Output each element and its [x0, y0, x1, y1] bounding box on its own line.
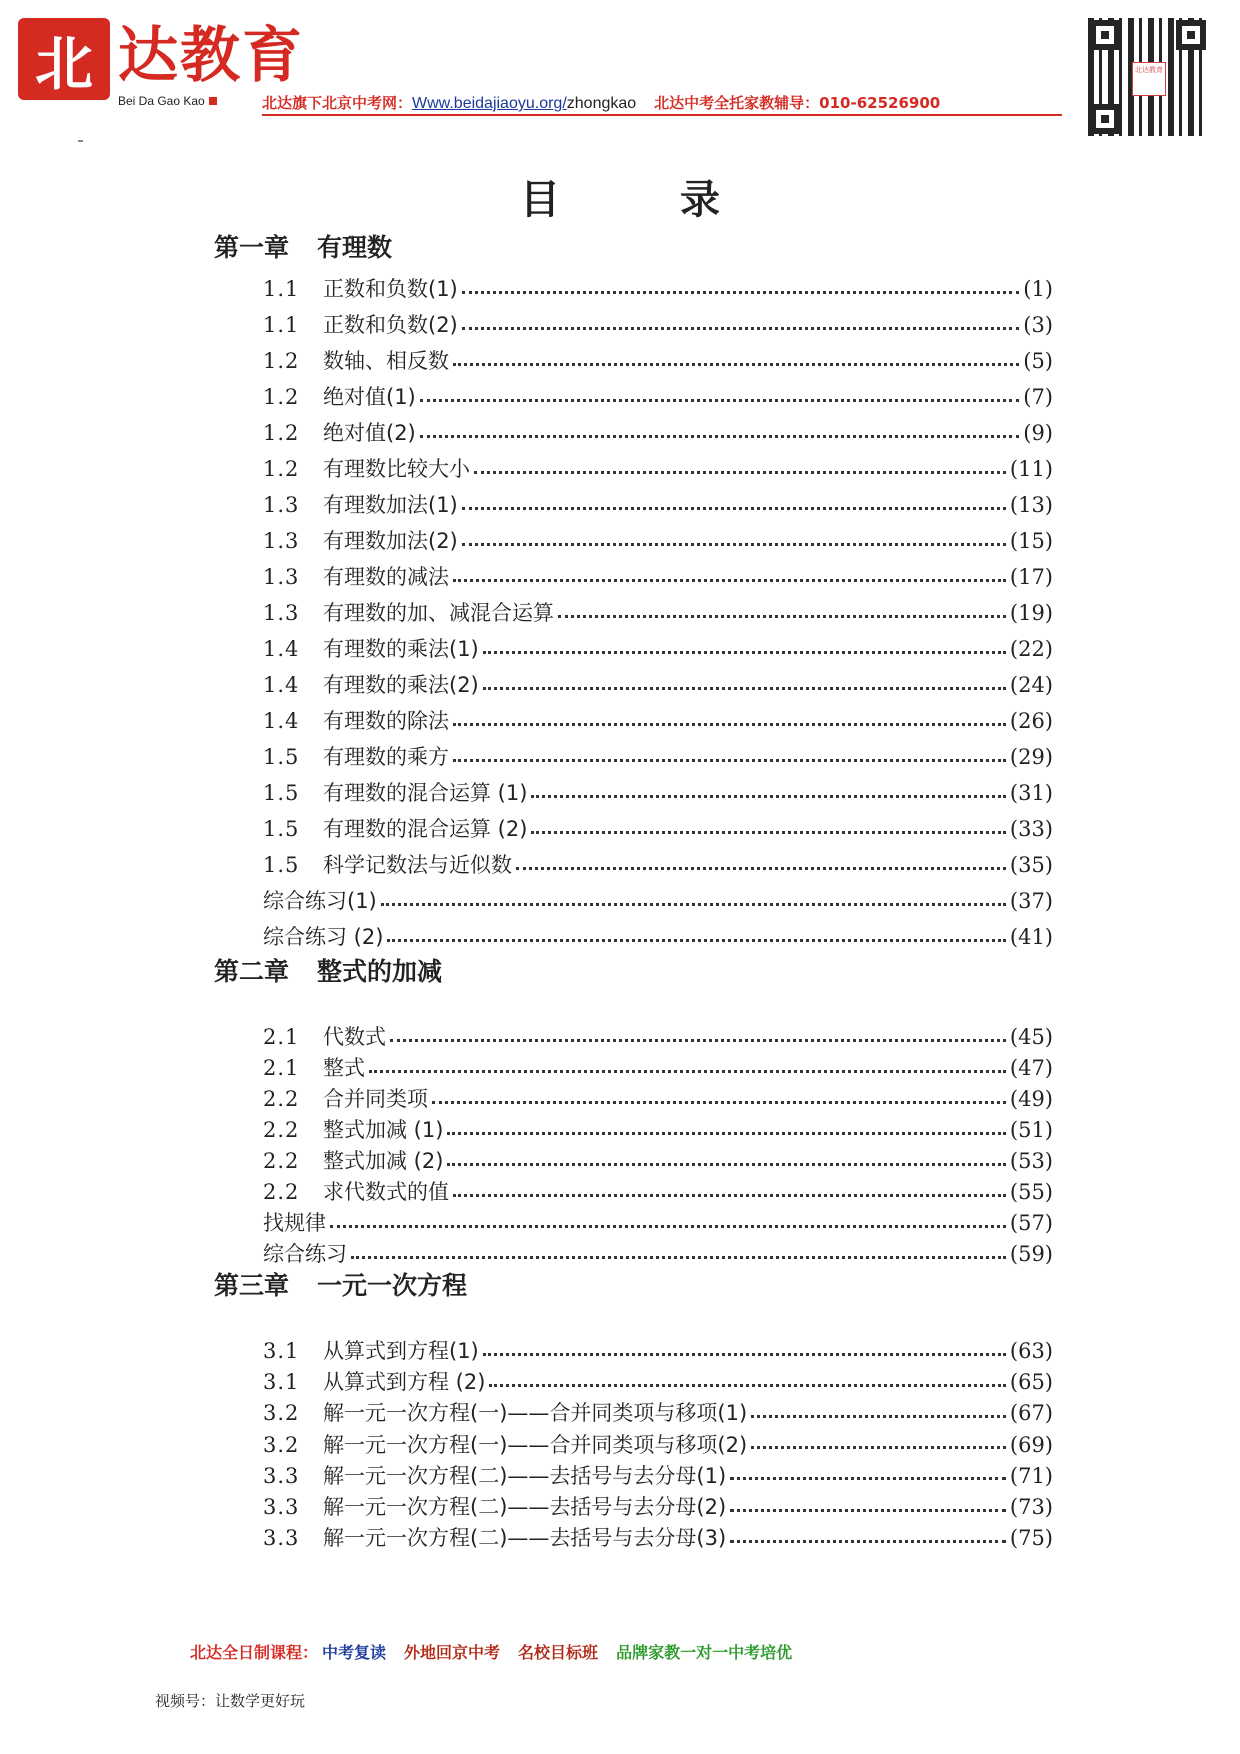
dot-leader [447, 1161, 1005, 1166]
page-number: (69) [1009, 1432, 1053, 1457]
section-title: 正数和负数(2) [323, 313, 458, 337]
dot-leader [351, 1254, 1006, 1259]
page-number: (75) [1009, 1526, 1053, 1551]
toc-entry[interactable] [263, 813, 1053, 843]
section-number: 3.1 [263, 1370, 300, 1395]
toc-entry[interactable] [263, 1522, 1053, 1552]
section-number: 1.2 [263, 421, 300, 445]
section-title: 解一元一次方程(二)——去括号与去分母(1) [323, 1463, 727, 1488]
dot-leader [462, 505, 1006, 510]
page-number: (35) [1009, 853, 1053, 877]
section-title: 代数式 [323, 1025, 386, 1049]
page-number: (29) [1009, 745, 1053, 769]
section-number: 1.3 [263, 529, 300, 553]
header-info [262, 92, 940, 113]
section-title: 综合练习(1) [263, 889, 377, 913]
section-title: 绝对值(2) [323, 421, 416, 445]
page-number: (67) [1009, 1401, 1053, 1426]
dot-leader [381, 901, 1006, 906]
dot-leader [489, 1382, 1005, 1387]
dot-leader [516, 865, 1006, 870]
section-number: 2.1 [263, 1056, 300, 1080]
logo-text: 达教育 [118, 21, 304, 91]
dot-leader [751, 1413, 1006, 1418]
page-number: (71) [1009, 1463, 1053, 1488]
dot-leader [432, 1099, 1006, 1104]
toc-entry[interactable] [263, 669, 1053, 699]
page-number: (49) [1009, 1087, 1053, 1111]
dot-leader [730, 1507, 1006, 1512]
section-title: 综合练习 (2) [263, 925, 384, 949]
toc-entry[interactable] [263, 885, 1053, 915]
section-title: 解一元一次方程(二)——去括号与去分母(3) [323, 1526, 727, 1551]
page-number: (73) [1009, 1495, 1053, 1519]
header-divider [262, 114, 1062, 116]
toc-entry[interactable] [263, 705, 1053, 735]
page-number: (57) [1009, 1211, 1053, 1235]
dot-leader [369, 1068, 1006, 1073]
section-title: 从算式到方程(1) [323, 1339, 479, 1363]
dot-leader [453, 721, 1006, 726]
dot-leader [453, 577, 1006, 582]
section-title: 整式加减 (1) [323, 1118, 444, 1142]
section-title: 找规律 [263, 1211, 326, 1235]
section-number: 1.4 [263, 709, 300, 733]
page-number: (15) [1009, 529, 1053, 553]
section-title: 有理数比较大小 [323, 457, 470, 481]
section-title: 整式加减 (2) [323, 1149, 444, 1173]
section-title: 有理数加法(2) [323, 529, 458, 553]
dot-leader [390, 1037, 1006, 1042]
dot-leader [531, 829, 1005, 834]
toc-entry[interactable] [263, 1460, 1053, 1490]
page-number: (53) [1009, 1149, 1053, 1173]
page-number: (11) [1009, 457, 1053, 481]
chapter-label: 第一章 [214, 233, 290, 262]
section-title: 解一元一次方程(一)——合并同类项与移项(1) [323, 1401, 748, 1426]
dot-leader [453, 757, 1006, 762]
section-title: 从算式到方程 (2) [323, 1370, 486, 1395]
chapter-heading [214, 952, 442, 988]
toc-entry[interactable] [263, 1052, 1053, 1082]
page-number: (17) [1009, 565, 1053, 589]
section-title: 求代数式的值 [323, 1180, 449, 1204]
page-number: (31) [1009, 781, 1053, 805]
section-number: 1.3 [263, 565, 300, 589]
dot-leader [730, 1538, 1006, 1543]
page-number: (22) [1009, 637, 1053, 661]
toc-entry[interactable] [263, 1083, 1053, 1113]
dot-leader [483, 685, 1006, 690]
logo-subtitle-text: Bei Da Gao Kao [118, 94, 205, 108]
site-link[interactable]: Www.beidajiaoyu.org/ [412, 95, 567, 112]
page-number: (41) [1009, 925, 1053, 949]
section-title: 有理数加法(1) [323, 493, 458, 517]
section-title: 合并同类项 [323, 1087, 428, 1111]
section-number: 1.5 [263, 745, 300, 769]
courses-label: 北达全日制课程： [190, 1643, 319, 1662]
section-number: 1.1 [263, 277, 300, 301]
dot-leader [558, 613, 1006, 618]
dot-leader [730, 1475, 1006, 1480]
page-number: (65) [1009, 1370, 1053, 1395]
dot-leader [453, 1192, 1006, 1197]
page-number: (55) [1009, 1180, 1053, 1204]
logo-mark: 北 [18, 18, 110, 100]
tutoring-contact: 北达中考全托家教辅导：010-62526900 [654, 94, 941, 112]
toc-entry[interactable] [263, 1397, 1053, 1427]
toc-entry[interactable] [263, 1429, 1053, 1459]
toc-entry[interactable] [263, 1021, 1053, 1051]
section-title: 解一元一次方程(二)——去括号与去分母(2) [323, 1495, 727, 1519]
section-title: 数轴、相反数 [323, 349, 449, 373]
page-number: (1) [1023, 277, 1053, 301]
section-number: 3.1 [263, 1339, 300, 1363]
toc-entry[interactable] [263, 381, 1053, 411]
page-number: (26) [1009, 709, 1053, 733]
section-number: 3.3 [263, 1463, 300, 1488]
qr-finder [1090, 104, 1120, 134]
qr-center-label: 北达教育 [1132, 62, 1166, 96]
dot-leader [751, 1444, 1006, 1449]
toc-entry[interactable] [263, 1114, 1053, 1144]
chapter-title: 有理数 [317, 233, 393, 262]
dot-leader [447, 1130, 1005, 1135]
toc-entry[interactable] [263, 1491, 1053, 1521]
qr-code-icon [1088, 18, 1208, 136]
toc-entry[interactable] [263, 777, 1053, 807]
toc-entry[interactable] [263, 525, 1053, 555]
section-number: 3.3 [263, 1495, 300, 1519]
page-number: (47) [1009, 1056, 1053, 1080]
dot-leader [474, 469, 1006, 474]
chapter-title: 一元一次方程 [317, 1271, 468, 1300]
section-title: 有理数的乘法(2) [323, 673, 479, 697]
section-number: 1.1 [263, 313, 300, 337]
site-label: 北达旗下北京中考网： [262, 94, 413, 112]
course-item: 名校目标班 [518, 1643, 599, 1662]
toc-entry[interactable] [263, 417, 1053, 447]
chapter-label: 第三章 [214, 1271, 290, 1300]
section-number: 3.2 [263, 1432, 300, 1457]
course-item: 外地回京中考 [404, 1643, 501, 1662]
page-title: 目录 [520, 177, 840, 223]
course-item: 品牌家教一对一中考培优 [616, 1643, 793, 1662]
toc-entry[interactable] [263, 849, 1053, 879]
course-item: 中考复读 [322, 1643, 387, 1662]
chapter-heading [214, 1266, 467, 1302]
page-number: (3) [1023, 313, 1053, 337]
toc-entry[interactable] [263, 489, 1053, 519]
dot-leader [420, 397, 1020, 402]
section-number: 2.2 [263, 1149, 300, 1173]
section-title: 整式 [323, 1056, 365, 1080]
section-number: 1.3 [263, 493, 300, 517]
page-number: (13) [1009, 493, 1053, 517]
toc-entry[interactable] [263, 453, 1053, 483]
section-number: 2.2 [263, 1180, 300, 1204]
toc-entry[interactable] [263, 633, 1053, 663]
section-number: 1.4 [263, 637, 300, 661]
dot-leader [462, 289, 1020, 294]
footer-video-account: 视频号：让数学更好玩 [155, 1692, 306, 1710]
dot-leader [330, 1223, 1006, 1228]
toc-entry[interactable] [263, 741, 1053, 771]
section-number: 1.5 [263, 781, 300, 805]
section-number: 1.5 [263, 817, 300, 841]
chapter-title: 整式的加减 [317, 957, 443, 986]
section-number: 2.1 [263, 1025, 300, 1049]
scan-speck [78, 140, 83, 142]
toc-entry[interactable] [263, 345, 1053, 375]
page-number: (37) [1009, 889, 1053, 913]
section-number: 2.2 [263, 1087, 300, 1111]
section-title: 科学记数法与近似数 [323, 853, 512, 877]
page-number: (7) [1023, 385, 1053, 409]
footer-courses [190, 1640, 810, 1663]
section-number: 1.2 [263, 385, 300, 409]
toc-entry[interactable] [263, 1366, 1053, 1396]
section-title: 综合练习 [263, 1242, 347, 1266]
toc-entry[interactable] [263, 309, 1053, 339]
section-number: 3.2 [263, 1401, 300, 1426]
page-number: (5) [1023, 349, 1053, 373]
toc-entry[interactable] [263, 1207, 1053, 1237]
section-title: 有理数的混合运算 (2) [323, 817, 528, 841]
square-icon [209, 97, 217, 105]
page-number: (45) [1009, 1025, 1053, 1049]
section-number: 3.3 [263, 1526, 300, 1551]
section-number: 2.2 [263, 1118, 300, 1142]
section-title: 有理数的减法 [323, 565, 449, 589]
page-number: (59) [1009, 1242, 1053, 1266]
section-number: 1.2 [263, 457, 300, 481]
qr-finder [1176, 20, 1206, 50]
page-number: (63) [1009, 1339, 1053, 1363]
section-title: 有理数的除法 [323, 709, 449, 733]
section-title: 有理数的乘方 [323, 745, 449, 769]
section-number: 1.3 [263, 601, 300, 625]
page-number: (51) [1009, 1118, 1053, 1142]
section-number: 1.4 [263, 673, 300, 697]
section-title: 有理数的加、减混合运算 [323, 601, 554, 625]
dot-leader [483, 1351, 1006, 1356]
chapter-heading [214, 228, 392, 264]
page-number: (9) [1023, 421, 1053, 445]
toc-entry[interactable] [263, 1145, 1053, 1175]
dot-leader [462, 325, 1020, 330]
logo-subtitle [118, 94, 217, 108]
toc-entry[interactable] [263, 1238, 1053, 1268]
section-title: 解一元一次方程(一)——合并同类项与移项(2) [323, 1432, 748, 1457]
section-title: 正数和负数(1) [323, 277, 458, 301]
toc-entry[interactable] [263, 597, 1053, 627]
section-number: 1.2 [263, 349, 300, 373]
section-title: 绝对值(1) [323, 385, 416, 409]
toc-entry[interactable] [263, 273, 1053, 303]
section-title: 有理数的乘法(1) [323, 637, 479, 661]
toc-entry[interactable] [263, 921, 1053, 951]
section-title: 有理数的混合运算 (1) [323, 781, 528, 805]
dot-leader [387, 937, 1005, 942]
toc-entry[interactable] [263, 561, 1053, 591]
dot-leader [462, 541, 1006, 546]
dot-leader [420, 433, 1020, 438]
page-number: (24) [1009, 673, 1053, 697]
site-link-tail[interactable]: zhongkao [566, 95, 637, 112]
toc-entry[interactable] [263, 1176, 1053, 1206]
page-number: (33) [1009, 817, 1053, 841]
toc-entry[interactable] [263, 1335, 1053, 1365]
dot-leader [531, 793, 1005, 798]
chapter-label: 第二章 [214, 957, 290, 986]
qr-finder [1090, 20, 1120, 50]
dot-leader [483, 649, 1006, 654]
page-number: (19) [1009, 601, 1053, 625]
dot-leader [453, 361, 1019, 366]
section-number: 1.5 [263, 853, 300, 877]
